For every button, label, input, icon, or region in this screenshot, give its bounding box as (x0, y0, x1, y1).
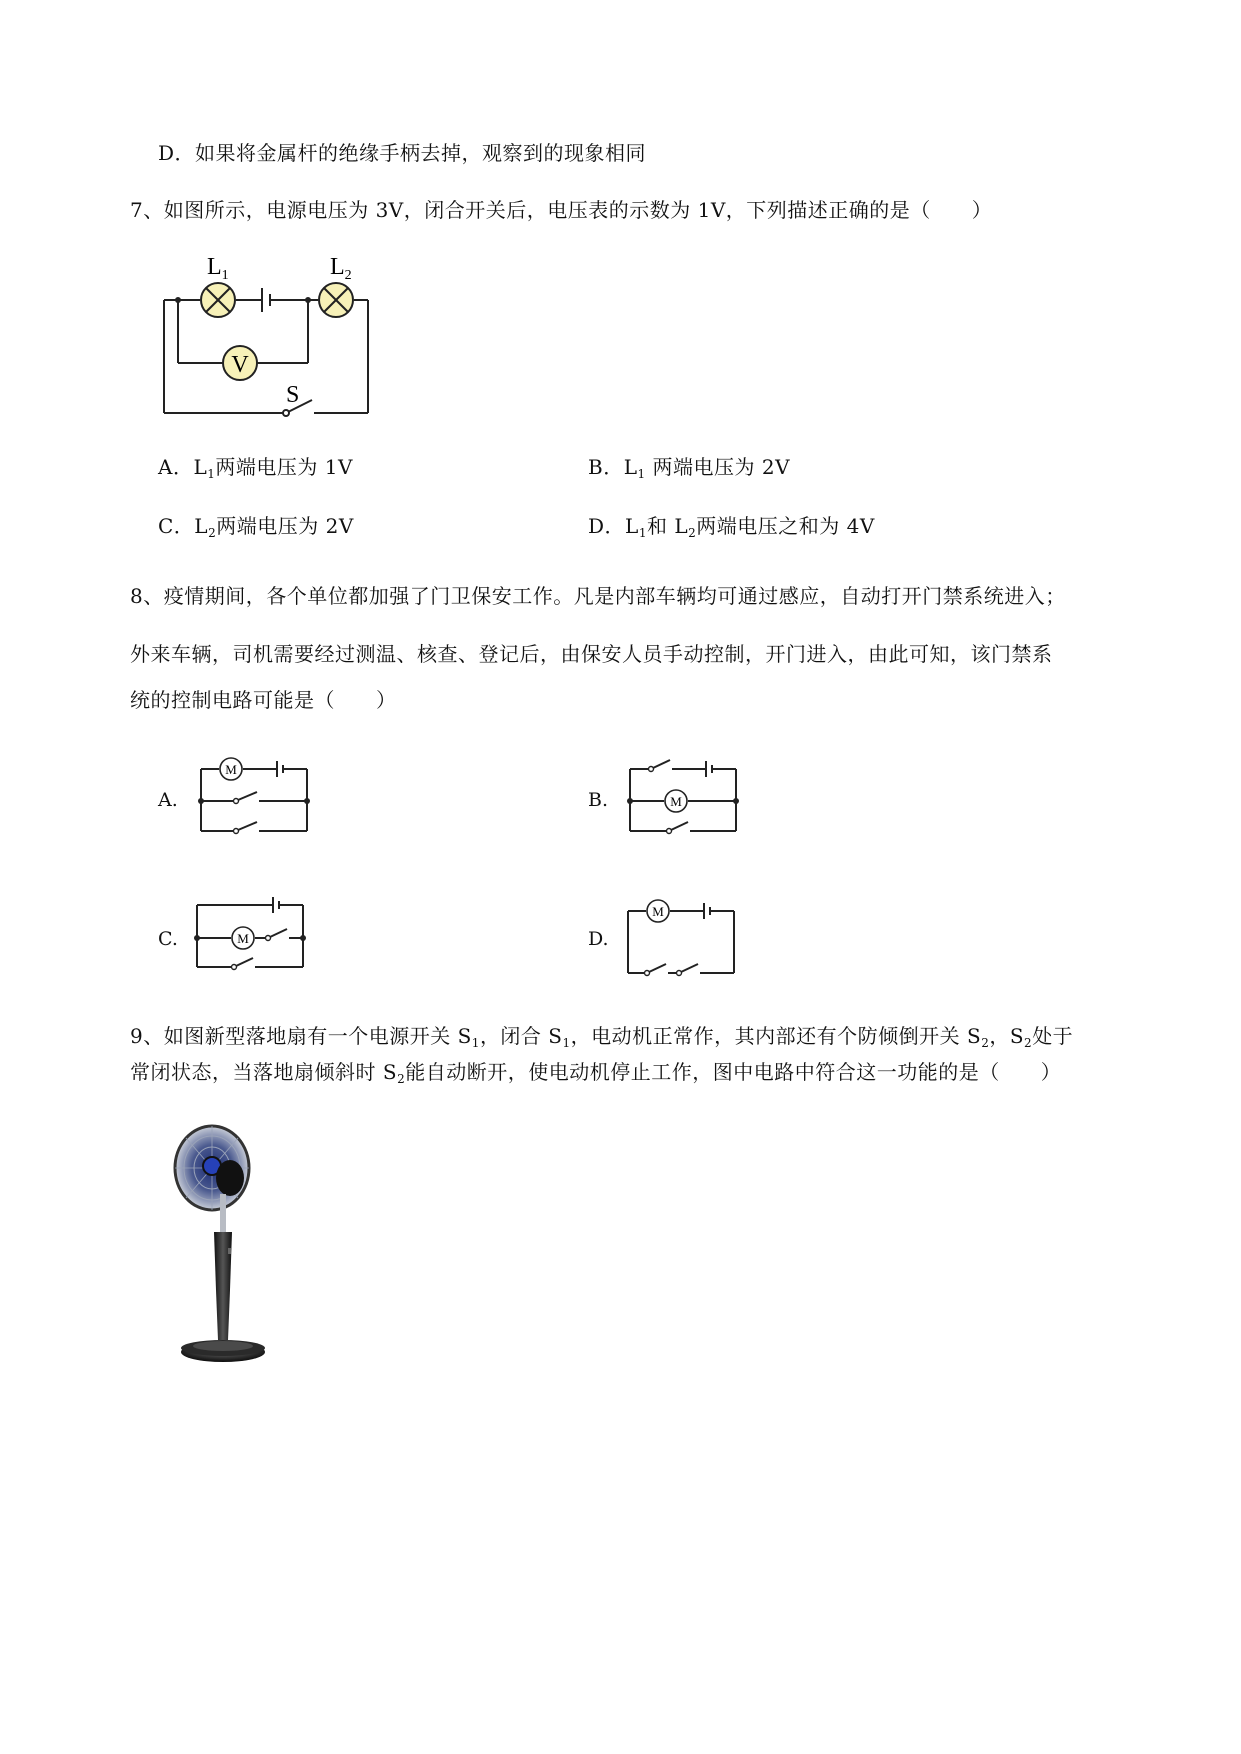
svg-text:M: M (237, 931, 249, 946)
motor-icon (665, 790, 687, 812)
q8-option-d-label: D. (588, 928, 609, 950)
svg-text:M: M (225, 762, 237, 777)
voltmeter-icon (223, 346, 257, 380)
q7-option-b: B．$L_1$ 两端电压为 2V (588, 455, 791, 481)
lamp-l2-icon (319, 283, 353, 317)
q8-stem-line3: 统的控制电路可能是（ ） (130, 688, 397, 712)
motor-icon (232, 927, 254, 949)
q7-stem: 7、如图所示，电源电压为 3V，闭合开关后，电压表的示数为 1V，下列描述正确的是（ ） (130, 198, 993, 222)
lamp-l1-label: $L_1$ (207, 254, 229, 283)
q7-option-a: A．$L_1$两端电压为 1V (158, 455, 353, 481)
q8-stem-line2: 外来车辆，司机需要经过测温、核查、登记后，由保安人员手动控制，开门进入，由此可知，该门禁系 (130, 642, 1053, 666)
q8-circuit-c (193, 895, 313, 975)
floor-fan-image (170, 1120, 290, 1370)
q9-stem-line2: 常闭状态，当落地扇倾斜时 $S_2$能自动断开，使电动机停止工作，图中电路中符合这一功能的是（ ） (130, 1060, 1062, 1086)
q8-circuit-a (195, 755, 315, 835)
q8-circuit-d (624, 897, 744, 977)
motor-icon (647, 900, 669, 922)
q7-option-d: D．$L_1$和 $L_2$两端电压之和为 4V (588, 514, 875, 540)
lamp-l2-label: $L_2$ (330, 254, 352, 283)
q7-circuit-diagram (150, 250, 390, 425)
voltmeter-label: V (231, 352, 249, 378)
q8-circuit-b (624, 755, 744, 835)
q8-option-a-label: A. (158, 789, 178, 811)
motor-icon (220, 758, 242, 780)
q7-option-c: C．$L_2$两端电压为 2V (158, 514, 354, 540)
q9-stem-line1: 9、如图新型落地扇有一个电源开关 $S_1$，闭合 $S_1$，电动机正常作，其内部还有个防倾倒开关 $S_2$，$S_2$处于 (130, 1024, 1074, 1050)
switch-s-label: S (286, 382, 300, 408)
q8-option-c-label: C. (158, 928, 178, 950)
svg-text:M: M (652, 904, 664, 919)
lamp-l1-icon (201, 283, 235, 317)
q8-option-b-label: B. (588, 789, 609, 811)
q8-stem-line1: 8、疫情期间，各个单位都加强了门卫保安工作。凡是内部车辆均可通过感应，自动打开门禁系统进入； (130, 584, 1066, 608)
q6-option-d: D．如果将金属杆的绝缘手柄去掉，观察到的现象相同 (158, 141, 647, 165)
svg-text:M: M (670, 794, 682, 809)
